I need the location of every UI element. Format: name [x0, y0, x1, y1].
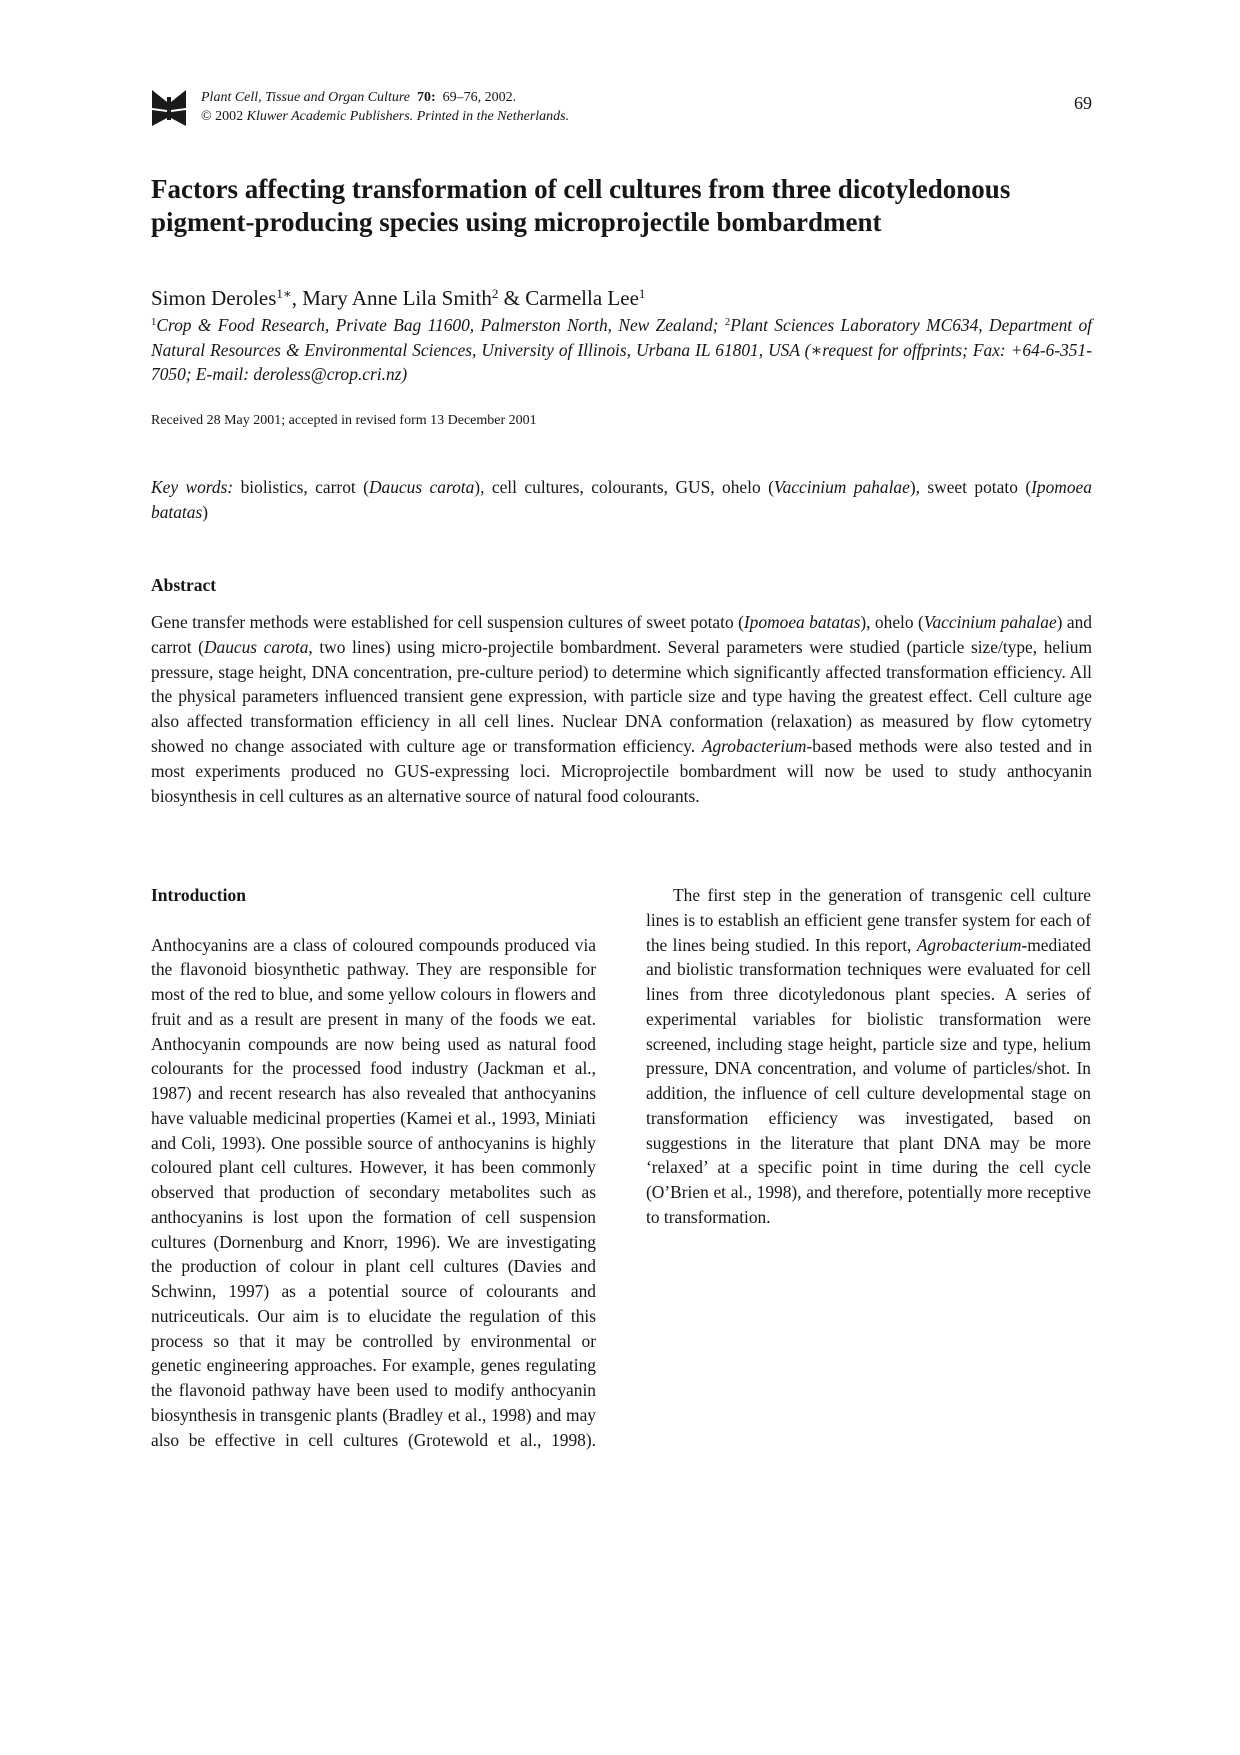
contact-info: request for offprints; Fax: +64-6-351-7050; E-mail: deroless@crop.cri.nz): [151, 339, 1092, 384]
italic-term: Daucus carota: [368, 477, 475, 497]
italic-term: Ipomoea batatas: [151, 477, 1092, 522]
abstract-segment: ) and carrot (: [151, 612, 1092, 657]
publisher-logo-icon: [150, 88, 188, 128]
abstract-segment: , two lines) using micro-projectile bombardment. Several parameters were studied (particle size/type, helium pressure, stage height, DNA concentration, pre-culture period) to determine which significantly affected transformation efficiency. All the physical parameters influenced transient gene expression, with particle size and type having the greatest effect. Cell culture age also affected transformation efficiency in all cell lines. Nuclear DNA conformation (relaxation) as measured by flow cytometry showed no change associated with culture age or transformation efficiency.: [151, 636, 1092, 756]
author-separator: &: [498, 286, 526, 310]
paragraph-segment: The first step in the generation of transgenic cell culture lines is to establish an efficient gene transfer system for each of the lines being studied. In this report,: [646, 885, 1091, 955]
italic-term: Vaccinium pahalae: [773, 477, 910, 497]
italic-term: Daucus carota: [203, 636, 309, 657]
paragraph-segment: -mediated and biolistic transformation techniques were evaluated for cell lines from three dicotyledonous plant species. A series of experimental variables for biolistic transformation were screened, including stage height, particle size and type, helium pressure, DNA concentration, and volume of particles/shot. In addition, the influence of cell culture developmental stage on transformation efficiency was investigated, based on suggestions in the literature that plant DNA may be more ‘relaxed’ at a specific point in time during the cell cycle (O’Brien et al., 1998), and therefore, potentially more receptive to transformation.: [646, 934, 1091, 1227]
page-number: 69: [1074, 93, 1092, 113]
journal-pages: 69–76, 2002.: [442, 90, 517, 105]
journal-citation: [201, 89, 569, 126]
italic-term: Agrobacterium: [701, 735, 807, 756]
intro-heading: Introduction: [151, 885, 246, 905]
keywords: [151, 475, 1092, 524]
author: Mary Anne Lila Smith: [302, 286, 492, 310]
author: Carmella Lee: [525, 286, 639, 310]
intro-paragraph-2: [646, 883, 1091, 1230]
italic-term: Agrobacterium: [916, 934, 1022, 955]
keyword-text: ), cell cultures, colourants, GUS, ohelo (: [474, 477, 774, 497]
abstract-segment: ), ohelo (: [860, 612, 924, 632]
journal-name: Plant Cell, Tissue and Organ Culture: [201, 90, 410, 105]
affiliations: [151, 313, 1092, 387]
affiliation-2: Plant Sciences Laboratory MC634, Department of Natural Resources & Environmental Sciences, University of Illinois, Urbana IL 61801, USA (: [151, 315, 1093, 360]
author-affiliation-mark: 1∗: [276, 285, 292, 301]
affiliation-1: Crop & Food Research, Private Bag 11600, Palmerston North, New Zealand;: [156, 315, 725, 335]
journal-volume: 70:: [416, 90, 436, 105]
keyword-text: ), sweet potato (: [909, 477, 1032, 497]
abstract-segment: Gene transfer methods were established for cell suspension cultures of sweet potato (: [151, 612, 744, 632]
keywords-label: Key words:: [151, 477, 234, 497]
copyright-line: [201, 108, 569, 127]
author-affiliation-mark: 2: [491, 285, 499, 301]
author-affiliation-mark: 1: [638, 285, 646, 301]
abstract-segment: -based methods were also tested and in most experiments produced no GUS-expressing loci. Microprojectile bombardment will now be used to study anthocyanin biosynthesis in cell cultures as an alternative source of natural food colourants.: [151, 735, 1093, 806]
publisher-text: Kluwer Academic Publishers. Printed in the Netherlands.: [246, 108, 570, 124]
affiliation-mark: 2: [724, 316, 731, 329]
intro-column-left: [151, 883, 596, 1452]
keyword-text: biolistics, carrot (: [233, 477, 369, 497]
abstract-text: [151, 610, 1092, 808]
paper-title: Factors affecting transformation of cell cultures from three dicotyledonous pigment-producing species using microprojectile bombardment: [151, 174, 1011, 237]
copyright-prefix: © 2002: [201, 108, 244, 124]
keyword-text: ): [202, 501, 209, 522]
received-dates: Received 28 May 2001; accepted in revised form 13 December 2001: [151, 413, 537, 428]
abstract-heading: Abstract: [151, 575, 217, 595]
keywords-text: [151, 477, 1092, 522]
intro-column-right: [646, 883, 1091, 1230]
journal-line: [201, 89, 569, 108]
italic-term: Ipomoea batatas: [743, 612, 861, 632]
author: Simon Deroles: [151, 286, 277, 310]
affiliation-mark: 1: [151, 316, 157, 329]
author-list: [151, 285, 645, 311]
offprint-star: ∗: [810, 339, 823, 360]
intro-paragraph-1: Anthocyanins are a class of coloured compounds produced via the flavonoid biosynthetic pathway. They are responsible for most of the red to blue, and some yellow colours in flowers and fruit and as a result are present in many of the foods we eat. Anthocyanin compounds are now being used as natural food colourants for the processed food industry (Jackman et al., 1987) and recent research has also revealed that anthocyanins have valuable medicinal properties (Kamei et al., 1993, Miniati and Coli, 1993). One possible source of anthocyanins is highly coloured plant cell cultures. However, it has been commonly observed that production of secondary metabolites such as anthocyanins is lost upon the formation of cell suspension cultures (Dornenburg and Knorr, 1996). We are investigating the production of colour in plant cell cultures (Davies and Schwinn, 1997) as a potential source of colourants and nutriceuticals. Our aim is to elucidate the regulation of this process so that it may be controlled by environmental or genetic engineering approaches. For example, genes regulating the flavonoid pathway have been used to modify anthocyanin biosynthesis in transgenic plants (Bradley et al., 1998) and may also be effective in cell cultures (Grotewold et al., 1998).: [151, 934, 596, 1450]
italic-term: Vaccinium pahalae: [923, 612, 1057, 632]
author-separator: ,: [291, 286, 303, 310]
